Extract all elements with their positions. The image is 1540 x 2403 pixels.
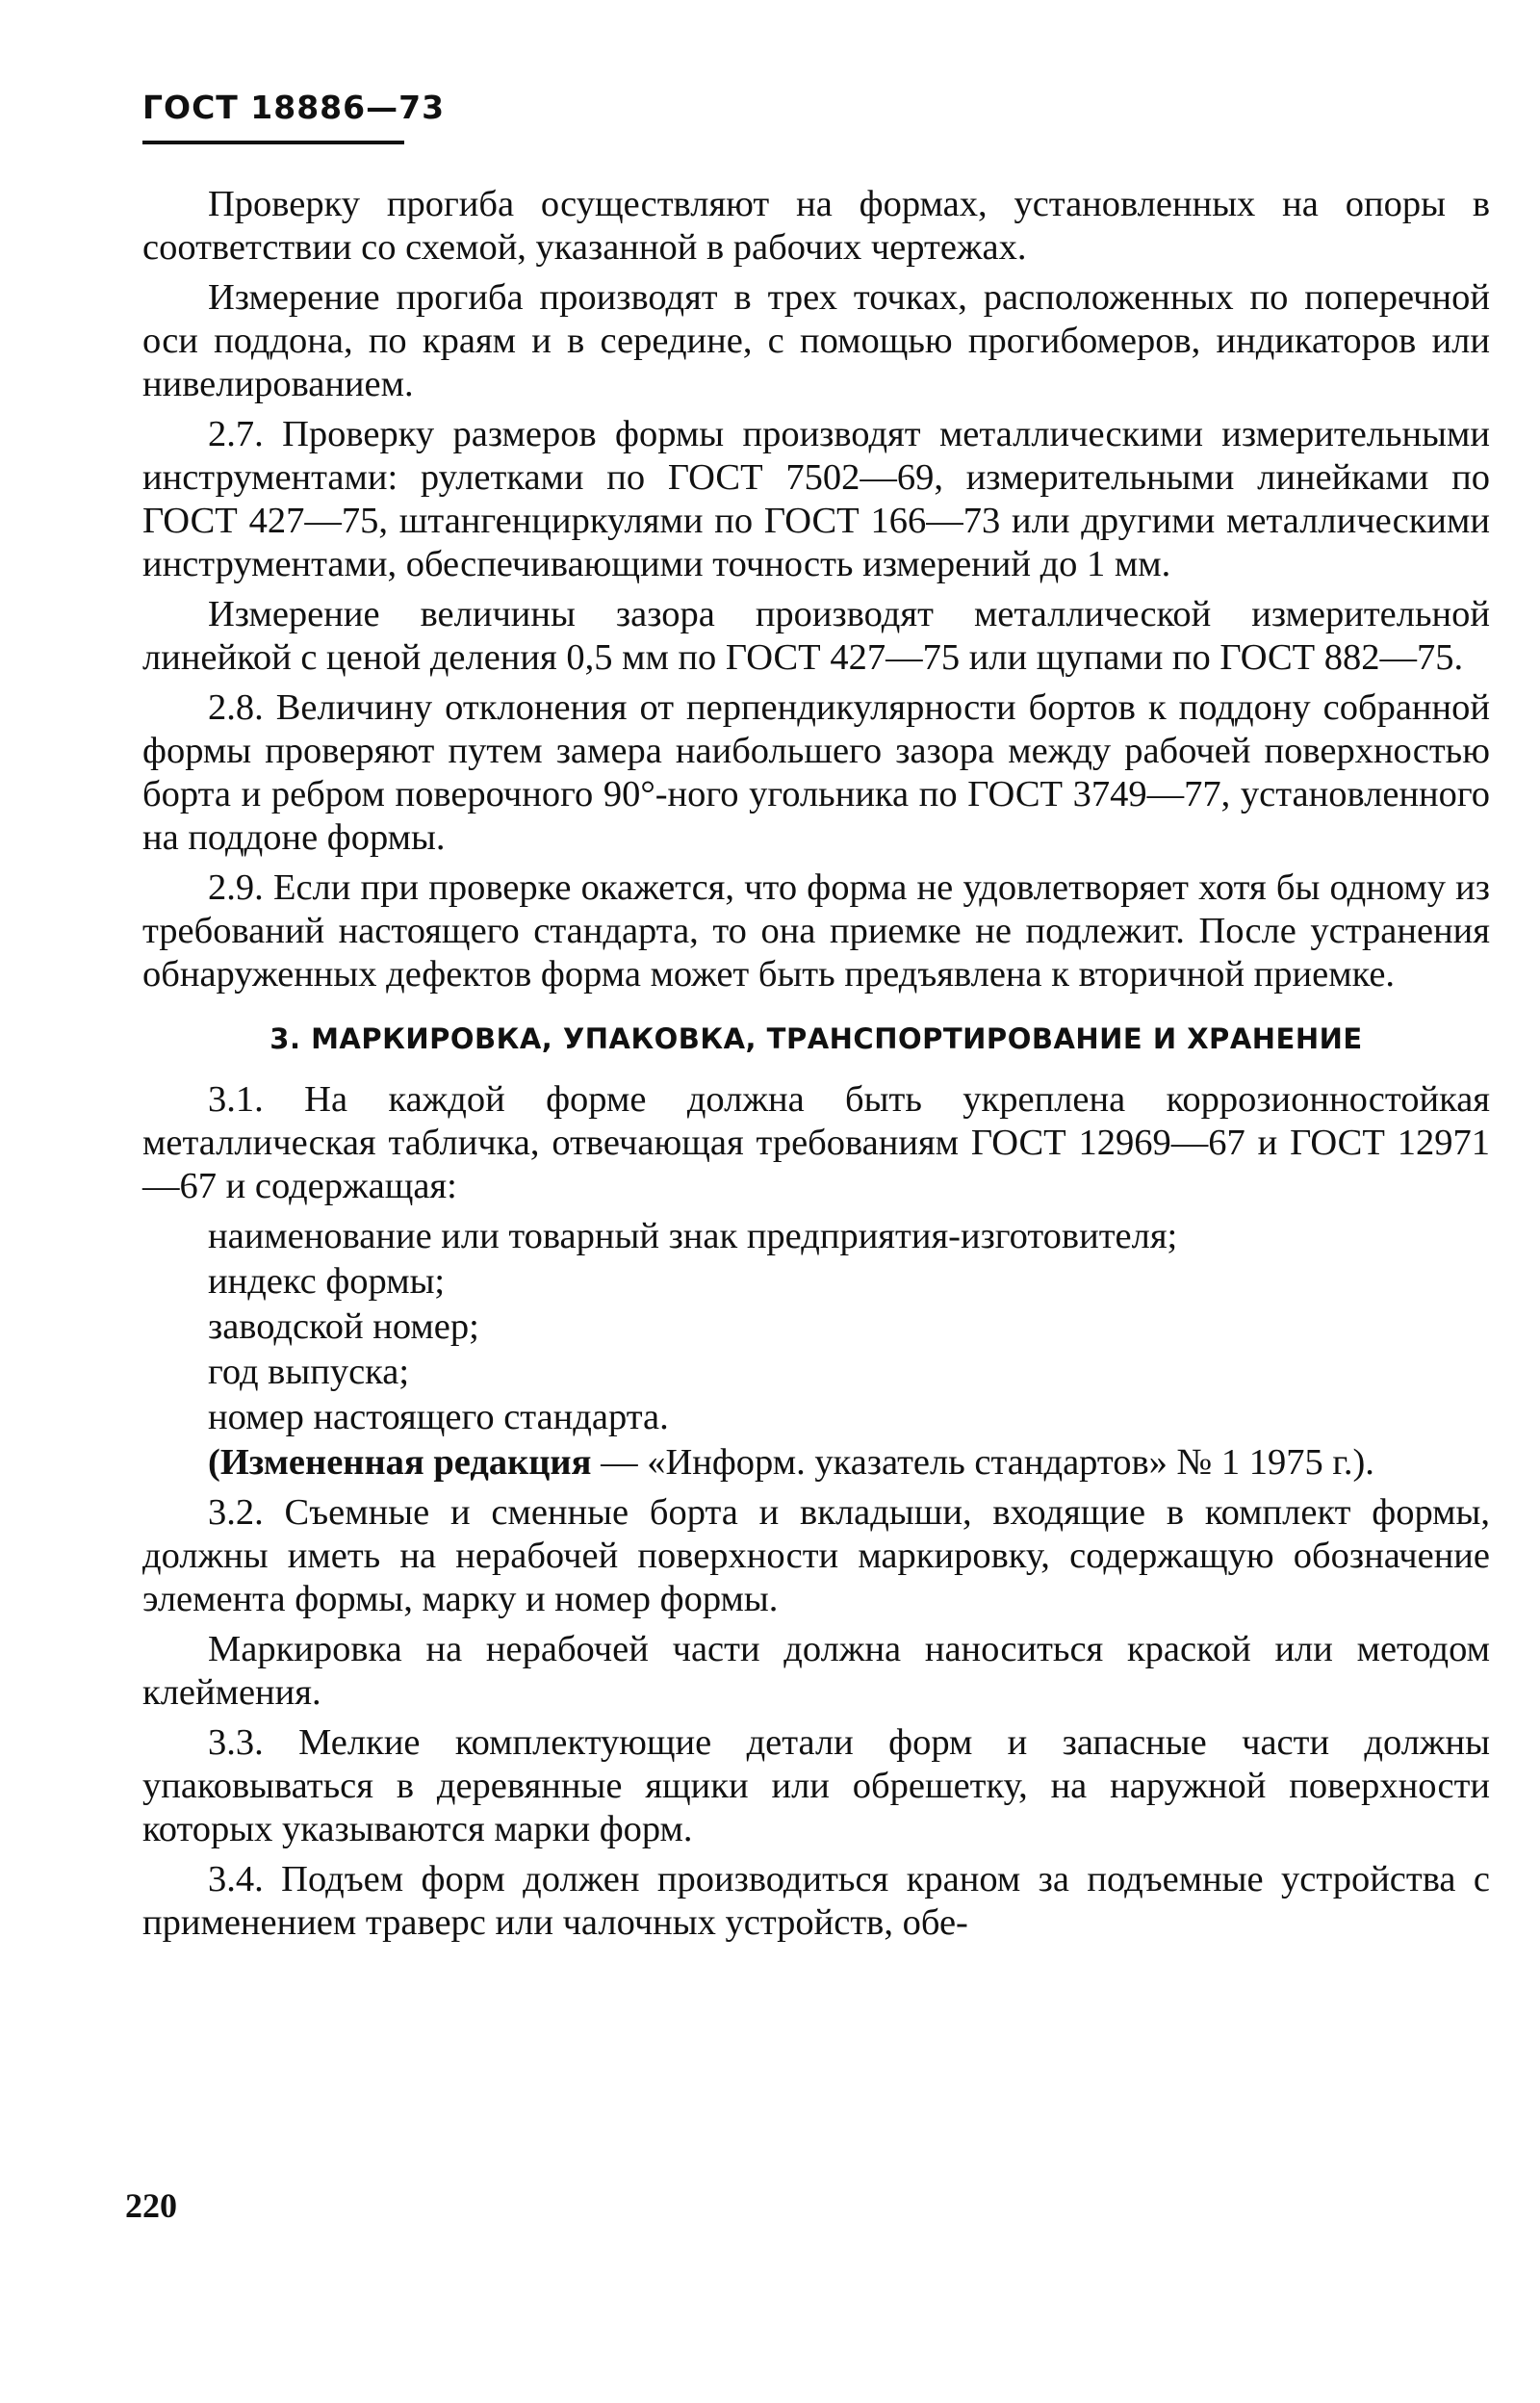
paragraph-deflection-measure: Измерение прогиба производят в трех точках, расположенных по поперечной оси поддона, по краям и в середине, с помощью прогибомеров, индикаторов или нивелированием. bbox=[142, 277, 1490, 404]
amendment-source: — «Информ. указатель стандартов» № 1 1975 г.). bbox=[591, 1442, 1374, 1483]
paragraph-marking-method: Маркировка на нерабочей части должна наноситься краской или методом клеймения. bbox=[142, 1629, 1490, 1713]
clause-3-1: 3.1. На каждой форме должна быть укреплена коррозионностойкая металлическая табличка, отвечающая требованиям ГОСТ 12969—67 и ГОСТ 12971—67 и содержащая: bbox=[142, 1079, 1490, 1206]
header-rule bbox=[142, 141, 404, 144]
clause-2-8: 2.8. Величину отклонения от перпендикулярности бортов к поддону собранной формы проверяют путем замера наибольшего зазора между рабочей поверхностью борта и ребром поверочного 90°-ного угольника по ГОСТ 3749—77, установленного на поддоне формы. bbox=[142, 687, 1490, 858]
standard-code-header: ГОСТ 18886—73 bbox=[142, 89, 446, 126]
body-text bbox=[142, 183, 1490, 1951]
paragraph-deflection-check: Проверку прогиба осуществляют на формах, установленных на опоры в соответствии со схемой, указанной в рабочих чертежах. bbox=[142, 184, 1490, 268]
page-number: 220 bbox=[125, 2186, 177, 2225]
paragraph-gap-measure: Измерение величины зазора производят металлической измерительной линейкой с ценой деления 0,5 мм по ГОСТ 427—75 или щупами по ГОСТ 882—75. bbox=[142, 594, 1490, 678]
list-item: год выпуска; bbox=[208, 1352, 410, 1392]
section-3-title: 3. МАРКИРОВКА, УПАКОВКА, ТРАНСПОРТИРОВАНИЕ И ХРАНЕНИЕ bbox=[270, 1022, 1363, 1055]
list-item: индекс формы; bbox=[208, 1261, 446, 1302]
clause-2-7: 2.7. Проверку размеров формы производят металлическими измерительными инструментами: рулетками по ГОСТ 7502—69, измерительными линейками по ГОСТ 427—75, штангенциркулями по ГОСТ 166—73 или другими металлическими инструментами, обеспечивающими точность измерений до 1 мм. bbox=[142, 414, 1490, 584]
list-item: наименование или товарный знак предприятия-изготовителя; bbox=[208, 1216, 1178, 1256]
clause-3-4: 3.4. Подъем форм должен производиться краном за подъемные устройства с применением траверс или чалочных устройств, обе- bbox=[142, 1859, 1490, 1943]
clause-3-3: 3.3. Мелкие комплектующие детали форм и запасные части должны упаковываться в деревянные ящики или обрешетку, на наружной поверхности которых указываются марки форм. bbox=[142, 1722, 1490, 1849]
amendment-label: (Измененная редакция bbox=[208, 1442, 592, 1483]
clause-3-2: 3.2. Съемные и сменные борта и вкладыши, входящие в комплект формы, должны иметь на нерабочей поверхности маркировку, содержащую обозначение элемента формы, марку и номер формы. bbox=[142, 1492, 1490, 1619]
amendment-note bbox=[142, 1441, 1490, 1485]
clause-2-9: 2.9. Если при проверке окажется, что форма не удовлетворяет хотя бы одному из требований настоящего стандарта, то она приемке не подлежит. После устранения обнаруженных дефектов форма может быть предъявлена к вторичной приемке. bbox=[142, 867, 1490, 995]
list-item: заводской номер; bbox=[208, 1306, 479, 1347]
list-item: номер настоящего стандарта. bbox=[208, 1397, 669, 1437]
